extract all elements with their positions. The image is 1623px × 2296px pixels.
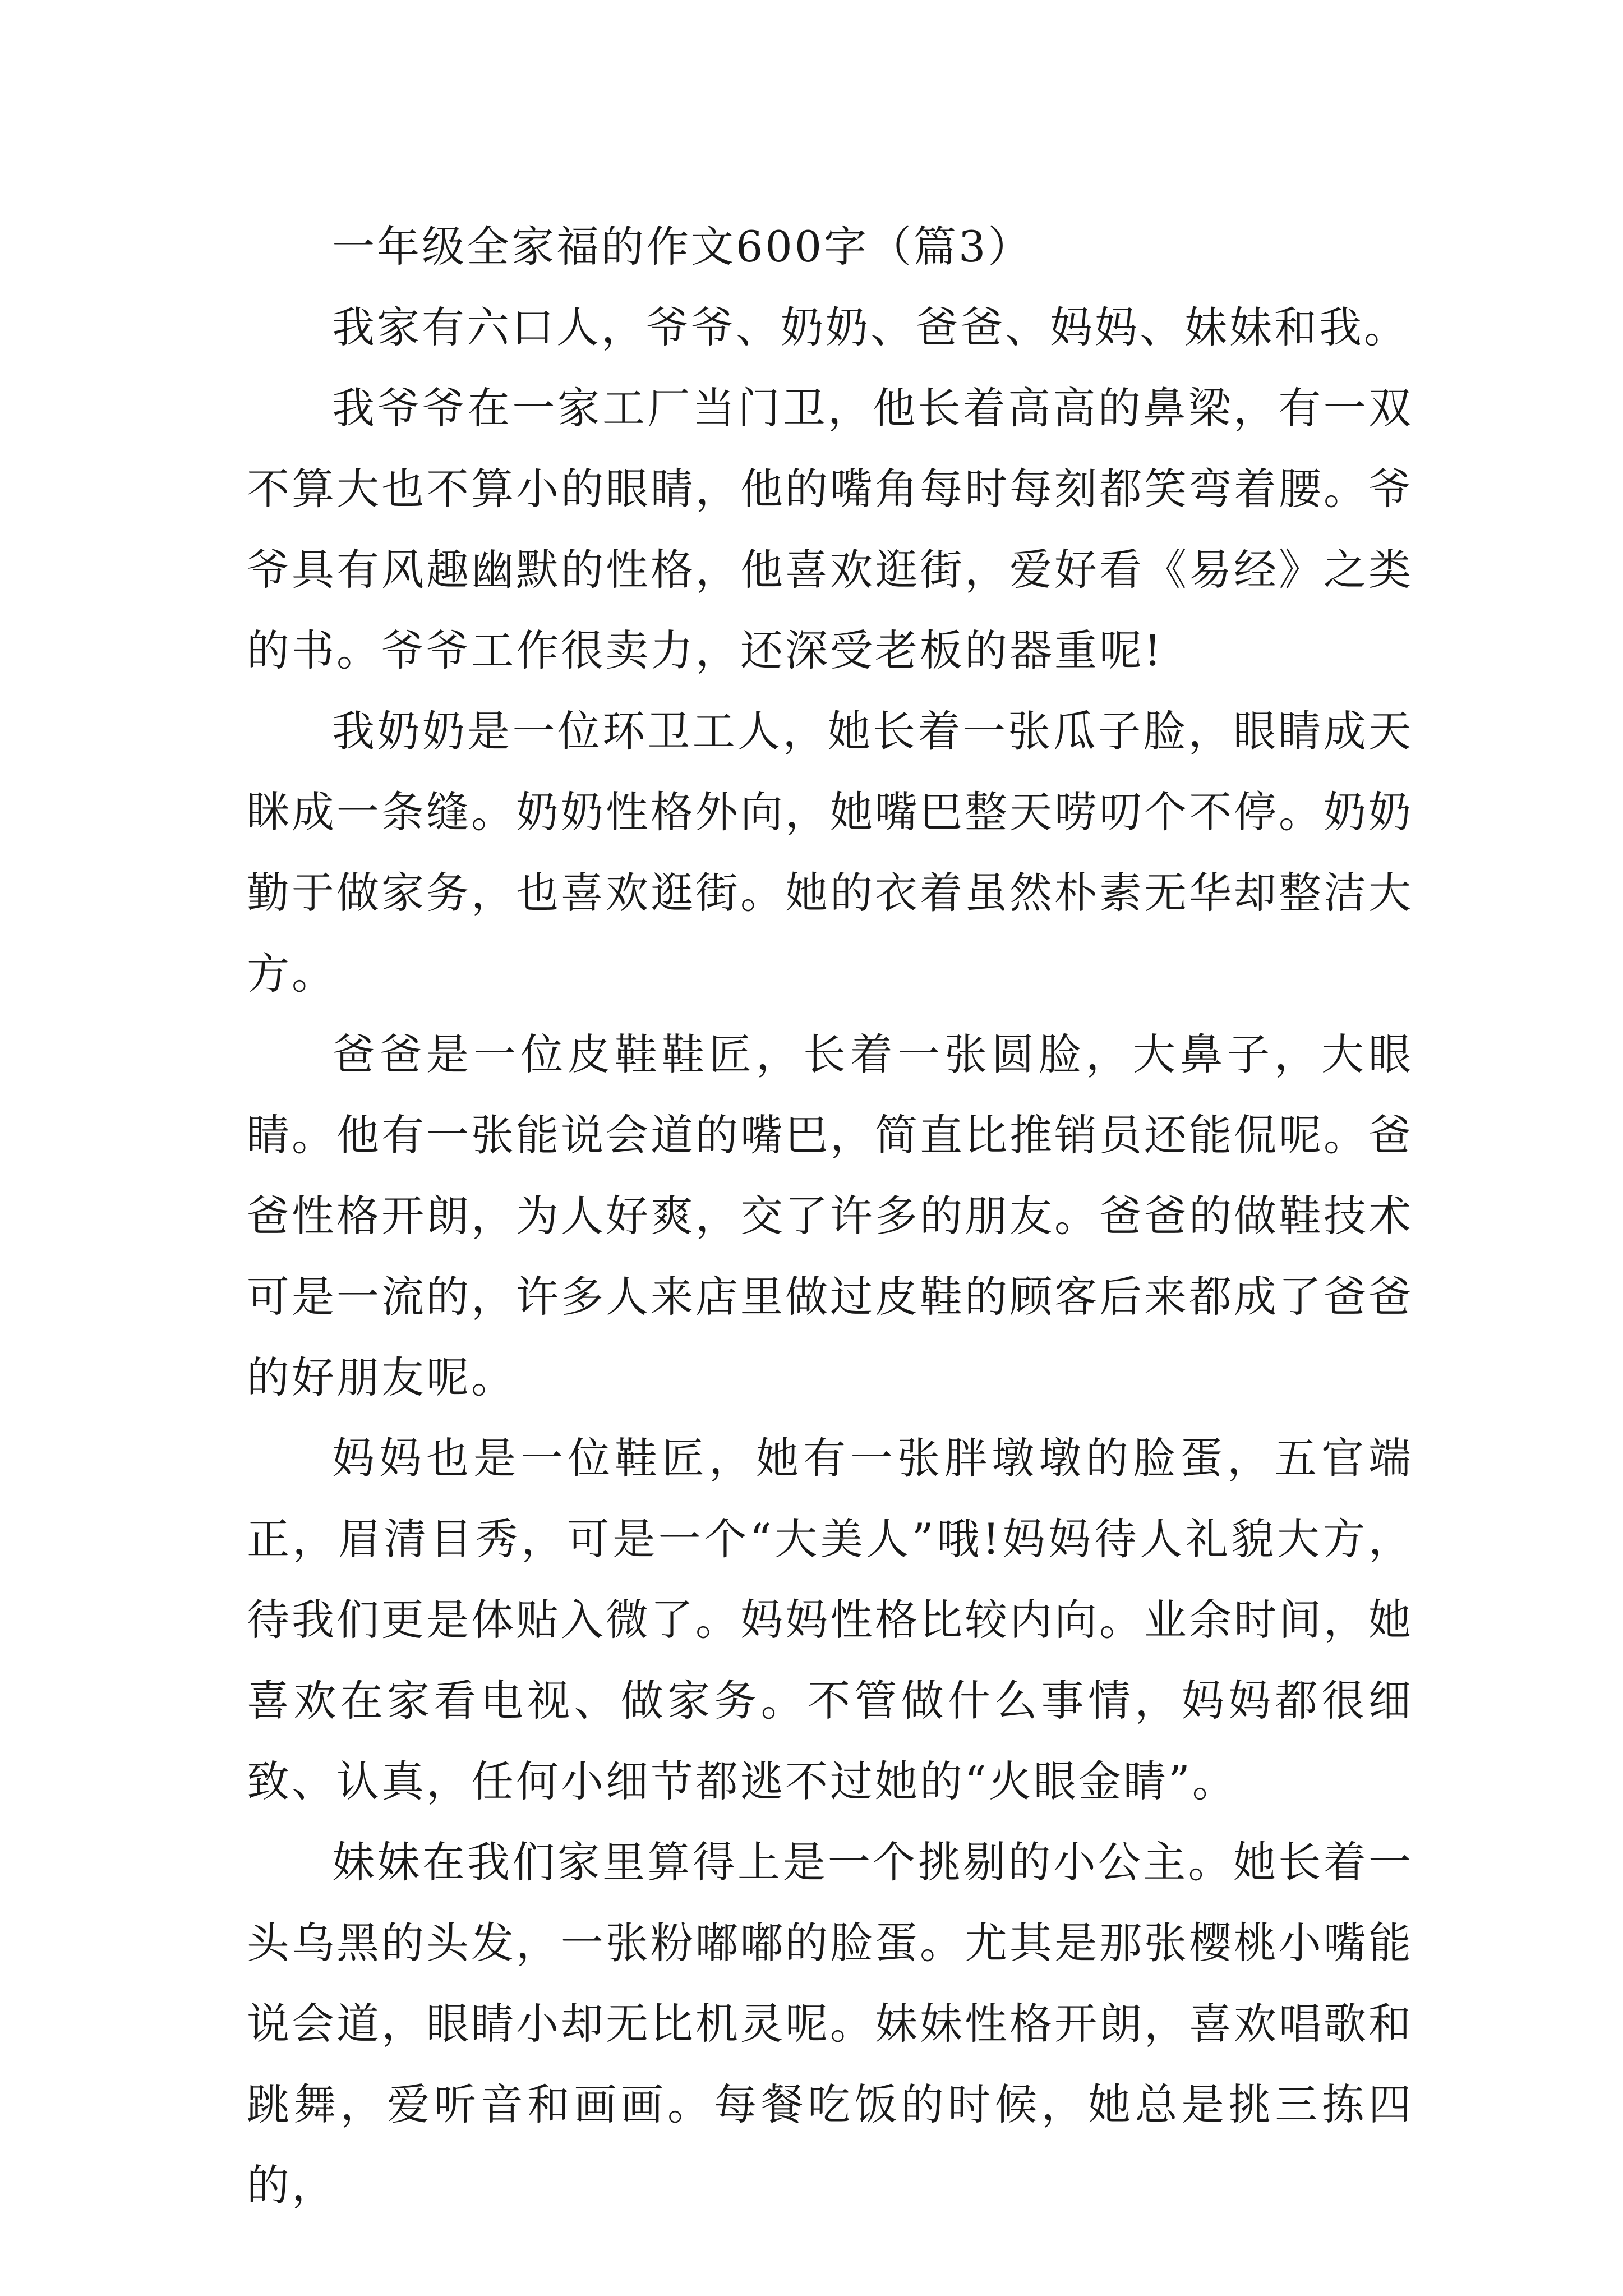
paragraph-mom: 妈妈也是一位鞋匠，她有一张胖墩墩的脸蛋，五官端正，眉清目秀，可是一个“大美人”哦!妈妈待人礼貌大方，待我们更是体贴入微了。妈妈性格比较内向。业余时间，她喜欢在家看电视、做家务。不管做什么事情，妈妈都很细致、认真，任何小细节都逃不过她的“火眼金睛”。	[247, 1433, 1413, 1806]
paragraph-dad: 爸爸是一位皮鞋鞋匠，长着一张圆脸，大鼻子，大眼睛。他有一张能说会道的嘴巴，简直比推销员还能侃呢。爸爸性格开朗，为人好爽，交了许多的朋友。爸爸的做鞋技术可是一流的，许多人来店里做过皮鞋的顾客后来都成了爸爸的好朋友呢。	[247, 1029, 1413, 1402]
document-body	[247, 206, 1413, 2226]
paragraph-grandma: 我奶奶是一位环卫工人，她长着一张瓜子脸，眼睛成天眯成一条缝。奶奶性格外向，她嘴巴整天唠叨个不停。奶奶勤于做家务，也喜欢逛街。她的衣着虽然朴素无华却整洁大方。	[247, 706, 1413, 999]
paragraph-family-intro: 我家有六口人，爷爷、奶奶、爸爸、妈妈、妹妹和我。	[332, 302, 1409, 352]
paragraph-grandpa: 我爷爷在一家工厂当门卫，他长着高高的鼻梁，有一双不算大也不算小的眼睛，他的嘴角每时每刻都笑弯着腰。爷爷具有风趣幽默的性格，他喜欢逛街，爱好看《易经》之类的书。爷爷工作很卖力，还深受老板的器重呢!	[247, 383, 1413, 675]
paragraph-sister: 妹妹在我们家里算得上是一个挑剔的小公主。她长着一头乌黑的头发，一张粉嘟嘟的脸蛋。尤其是那张樱桃小嘴能说会道，眼睛小却无比机灵呢。妹妹性格开朗，喜欢唱歌和跳舞，爱听音和画画。每餐吃饭的时候，她总是挑三拣四的，	[247, 1837, 1413, 2210]
document-title: 一年级全家福的作文600字（篇3）	[332, 222, 1033, 272]
